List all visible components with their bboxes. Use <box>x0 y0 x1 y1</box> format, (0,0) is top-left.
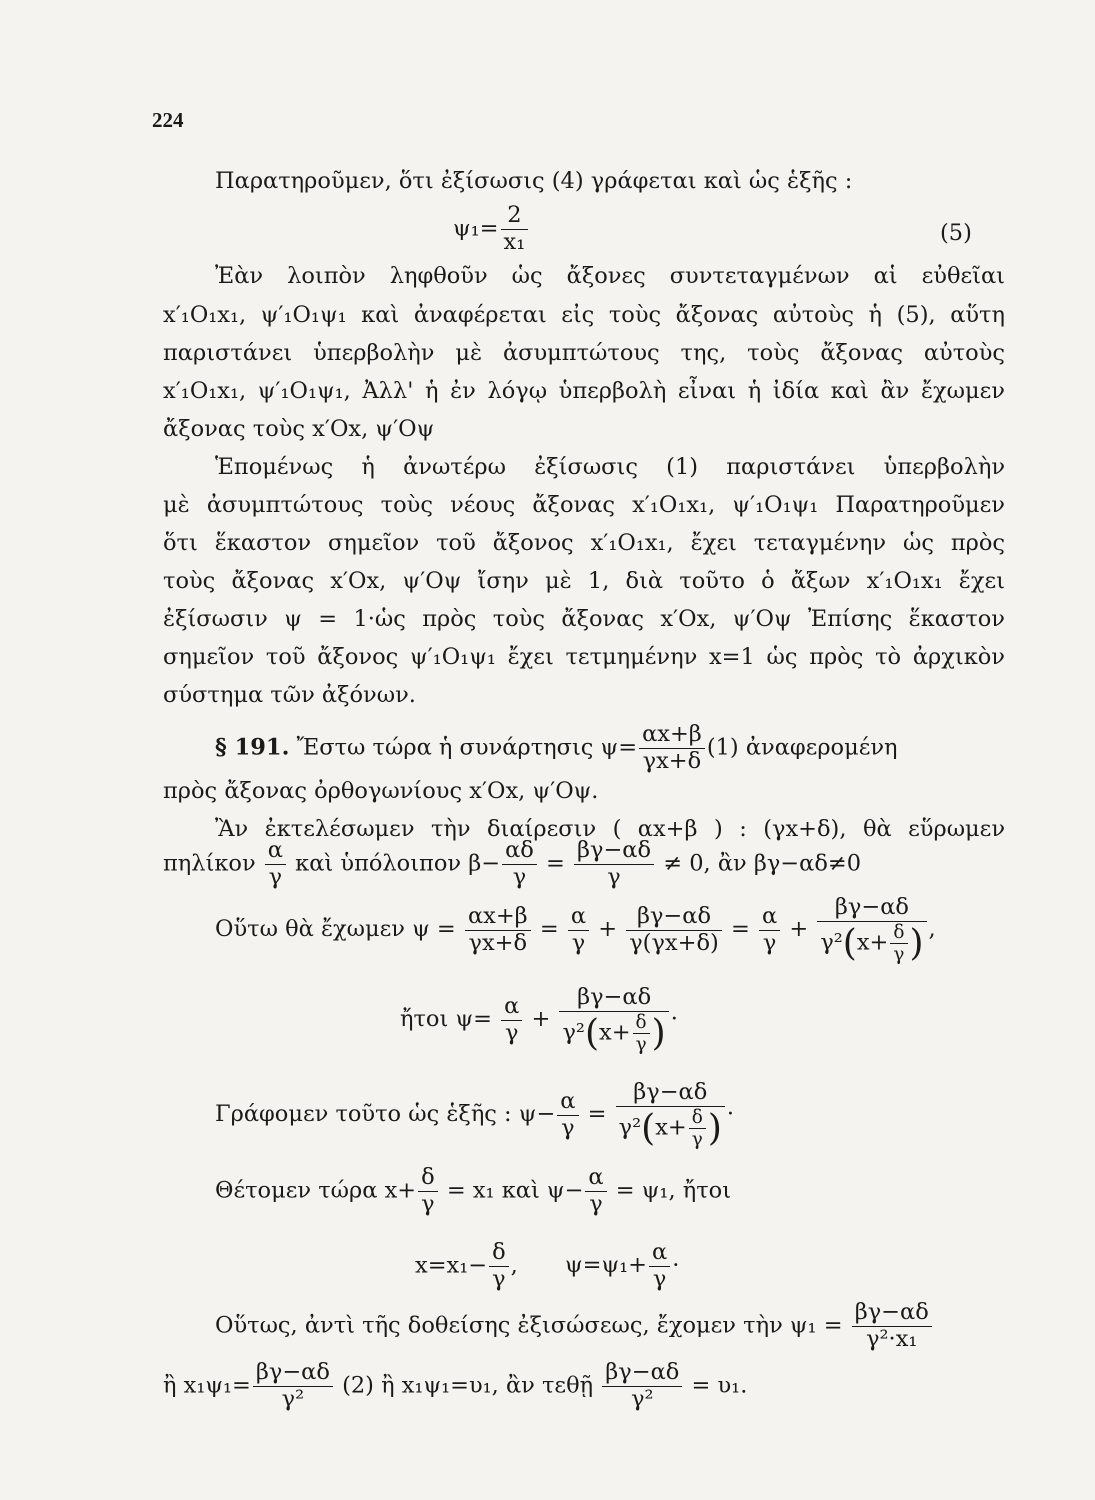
text-line: τοὺς ἄξονας x′Ox, ψ′Oψ ἴσην μὲ 1, διὰ τοῦτο ὁ ἄξων x′₁O₁x₁ ἔχει <box>163 568 1005 594</box>
equation-line-1 <box>215 895 936 965</box>
text: + <box>789 916 809 943</box>
denominator: γ²·x₁ <box>866 1325 918 1352</box>
fraction <box>501 994 522 1047</box>
text: ) <box>651 1012 666 1054</box>
fraction <box>559 985 668 1055</box>
numerator: βγ−αδ <box>616 1080 725 1107</box>
fraction <box>649 1240 670 1293</box>
text: ( <box>584 1012 599 1054</box>
denominator: γ <box>421 1190 435 1217</box>
text: ἢ x₁ψ₁= <box>163 1372 251 1399</box>
text: = x₁ καὶ ψ− <box>446 1177 584 1204</box>
text: ) <box>707 1107 722 1149</box>
denominator: γ <box>512 863 527 890</box>
denominator: γ <box>492 1265 506 1292</box>
numerator: βγ−αδ <box>602 1360 682 1387</box>
text: Θέτομεν τώρα x+ <box>215 1177 417 1204</box>
fraction <box>418 1165 438 1218</box>
denominator: γ(γx+δ) <box>629 929 719 956</box>
text-line: παριστάνει ὑπερβολὴν μὲ ἀσυμπτώτους της, τοὺς ἄξονας αὐτοὺς <box>163 340 1005 366</box>
denominator: γ <box>268 863 283 890</box>
denominator: γ <box>571 929 586 956</box>
text-line: μὲ ἀσυμπτώτους τοὺς νέους ἄξονας x′₁O₁x₁, ψ′₁O₁ψ₁ Παρατηροῦμεν <box>163 492 1005 518</box>
fraction <box>626 904 722 957</box>
text: = <box>539 916 559 943</box>
text: γ² <box>562 1019 585 1046</box>
section-text-a: Ἔστω τώρα ἡ συνάρτησις ψ= <box>296 734 638 761</box>
text: πηλίκον <box>163 850 256 877</box>
numerator: δ <box>890 922 907 944</box>
text: · <box>672 1252 680 1279</box>
text: γ² <box>820 929 843 956</box>
numerator: αx+β <box>639 722 705 749</box>
fraction <box>852 1300 932 1353</box>
denominator: γ <box>691 1129 703 1151</box>
denominator: γ² <box>631 1385 654 1412</box>
eq5-lhs: ψ₁= <box>453 215 499 242</box>
text: ≠ 0, ἂν βγ−αδ≠0 <box>663 850 862 877</box>
text: x=x₁− <box>415 1252 488 1279</box>
numerator: α <box>585 1165 606 1192</box>
text-line: x′₁O₁x₁, ψ′₁O₁ψ₁ καὶ ἀναφέρεται εἰς τοὺς ἄξονας αὐτοὺς ἡ (5), αὕτη <box>163 302 1005 328</box>
numerator: α <box>265 838 286 865</box>
eq5-numerator: 2 <box>501 203 529 230</box>
fraction <box>557 1089 578 1142</box>
eq5-denominator: x₁ <box>503 228 526 255</box>
text: · <box>726 1101 735 1128</box>
equation-line-7 <box>163 1360 747 1413</box>
numerator: δ <box>689 1107 706 1129</box>
equation-5 <box>453 203 530 256</box>
text: + <box>598 916 618 943</box>
text-line: πρὸς ἄξονας ὀρθογωνίους x′Ox, ψ′Oψ. <box>163 778 599 804</box>
text: ψ=ψ₁+ <box>564 1252 647 1279</box>
text-line: σημεῖον τοῦ ἄξονος ψ′₁O₁ψ₁ ἔχει τετμημένην x=1 ὡς πρὸς τὸ ἀρχικὸν <box>163 644 1005 670</box>
equation-line-4 <box>215 1165 731 1218</box>
text: = <box>730 916 750 943</box>
text-line: ἄξονας τοὺς x′Ox, ψ′Oψ <box>163 416 435 442</box>
text-line: ἐξίσωσιν ψ = 1·ὡς πρὸς τοὺς ἄξονας x′Ox, ψ′Oψ Ἐπίσης ἕκαστον <box>163 606 1005 632</box>
text: (2) ἢ x₁ψ₁=υ₁, ἂν τεθῇ <box>342 1372 594 1399</box>
numerator: α <box>557 1089 578 1116</box>
quotient-line <box>163 838 861 891</box>
numerator: δ <box>633 1012 650 1034</box>
fraction <box>502 838 537 891</box>
denominator: γ <box>893 944 905 966</box>
eq5-fraction <box>501 203 529 256</box>
text: Οὕτω θὰ ἔχωμεν ψ = <box>215 916 456 943</box>
function-fraction <box>639 722 705 775</box>
text: x+ <box>856 929 889 956</box>
text-line: Ἂν ἐκτελέσωμεν τὴν διαίρεσιν ( αx+β ) : (γx+δ), θὰ εὕρωμεν <box>215 816 1005 842</box>
text-line: Ἑπομένως ἡ ἀνωτέρω ἐξίσωσις (1) παριστάνει ὑπερβολὴν <box>215 454 1005 480</box>
equation-line-6 <box>215 1300 934 1353</box>
numerator: βγ−αδ <box>626 904 722 931</box>
intro-line: Παρατηροῦμεν, ὅτι ἐξίσωσις (4) γράφεται καὶ ὡς ἑξῆς : <box>215 168 853 194</box>
denominator: γ <box>635 1034 647 1056</box>
text: · <box>670 1006 678 1033</box>
fraction <box>253 1360 333 1413</box>
section-text-b: (1) ἀναφερομένη <box>706 734 898 761</box>
numerator: α <box>568 904 589 931</box>
fraction <box>890 922 907 965</box>
denominator <box>616 1107 725 1150</box>
text: , <box>510 1252 518 1279</box>
text: x+ <box>599 1019 631 1046</box>
denominator <box>559 1012 668 1055</box>
numerator: αδ <box>502 838 537 865</box>
fraction <box>489 1240 509 1293</box>
section-mark: § 191. <box>215 734 290 761</box>
text: ) <box>909 922 924 964</box>
text: ( <box>842 922 857 964</box>
numerator: α <box>759 904 780 931</box>
page-number: 224 <box>152 108 184 132</box>
text-line: Ἐὰν λοιπὸν ληφθοῦν ὡς ἄξονες συντεταγμένων αἱ εὐθεῖαι <box>215 263 1005 289</box>
denominator: γx+δ <box>468 929 528 956</box>
denominator: γ <box>762 929 777 956</box>
equation-line-3 <box>215 1080 734 1150</box>
fraction <box>574 838 654 891</box>
text: Οὕτως, ἀντὶ τῆς δοθείσης ἐξισώσεως, ἔχομεν τὴν ψ₁ = <box>215 1312 843 1339</box>
text-line: x′₁O₁x₁, ψ′₁O₁ψ₁, Ἀλλ' ἡ ἐν λόγῳ ὑπερβολὴ εἶναι ἡ ἰδία καὶ ἂν ἔχωμεν <box>163 378 1005 404</box>
denominator: γ <box>589 1190 603 1217</box>
denominator: γ <box>652 1265 667 1292</box>
numerator: βγ−αδ <box>253 1360 333 1387</box>
text: = ψ₁, ἤτοι <box>615 1177 732 1204</box>
text: = υ₁. <box>691 1372 748 1399</box>
numerator: δ <box>418 1165 438 1192</box>
denominator: γ² <box>281 1385 305 1412</box>
text: x+ <box>655 1114 687 1141</box>
numerator: α <box>501 994 522 1021</box>
numerator: δ <box>489 1240 509 1267</box>
numerator: βγ−αδ <box>559 985 668 1012</box>
denominator: γ <box>561 1114 575 1141</box>
fraction <box>585 1165 606 1218</box>
denominator: γ <box>607 863 621 890</box>
equation-label-5: (5) <box>940 220 972 246</box>
numerator: βγ−αδ <box>817 895 926 922</box>
fraction <box>465 904 531 957</box>
fraction <box>759 904 780 957</box>
denominator: γ <box>504 1019 519 1046</box>
section-191-heading-line <box>215 722 898 775</box>
fraction <box>817 895 926 965</box>
denominator: γx+δ <box>642 747 702 774</box>
numerator: αx+β <box>465 904 531 931</box>
text: , <box>928 916 936 943</box>
fraction <box>689 1107 706 1150</box>
fraction <box>568 904 589 957</box>
equation-line-2 <box>400 985 678 1055</box>
fraction <box>602 1360 682 1413</box>
equation-line-5 <box>415 1240 679 1293</box>
numerator: βγ−αδ <box>852 1300 932 1327</box>
fraction <box>616 1080 725 1150</box>
text: γ² <box>618 1114 642 1141</box>
text: + <box>531 1006 551 1033</box>
numerator: βγ−αδ <box>574 838 654 865</box>
numerator: α <box>649 1240 670 1267</box>
text: = <box>545 850 565 877</box>
text-line: ὅτι ἕκαστον σημεῖον τοῦ ἄξονος x′₁O₁x₁, ἔχει τεταγμένην ὡς πρὸς <box>163 530 1005 556</box>
denominator <box>817 922 926 965</box>
text: ἤτοι ψ= <box>400 1006 492 1033</box>
text: καὶ ὑπόλοιπον β− <box>295 850 501 877</box>
fraction <box>265 838 286 891</box>
text-line: σύστημα τῶν ἀξόνων. <box>163 682 416 708</box>
text: = <box>587 1101 607 1128</box>
text: Γράφομεν τοῦτο ὡς ἑξῆς : ψ− <box>215 1101 556 1128</box>
fraction <box>633 1012 650 1055</box>
text: ( <box>641 1107 656 1149</box>
